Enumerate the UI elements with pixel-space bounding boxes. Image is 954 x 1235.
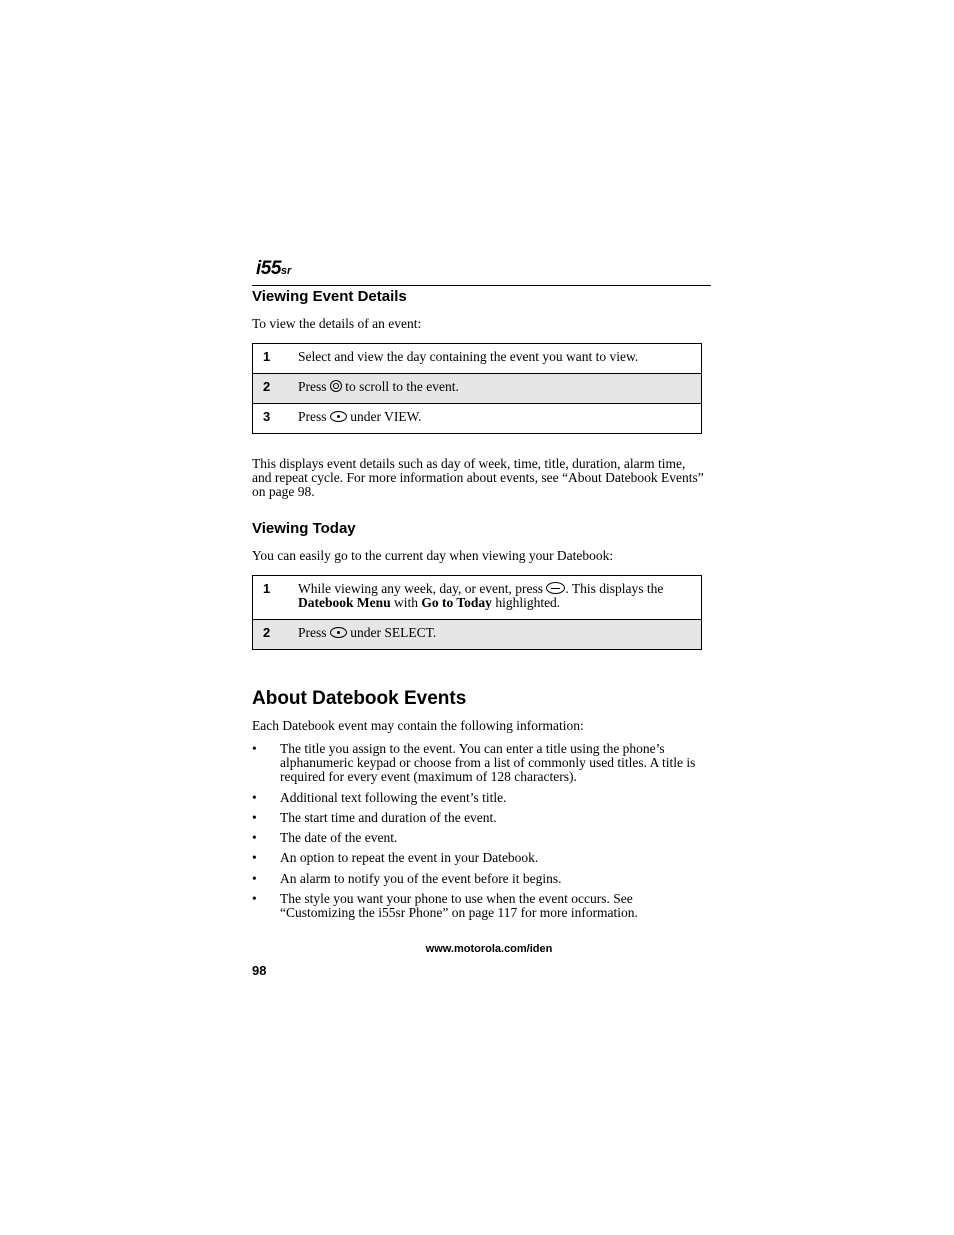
step-row	[253, 374, 702, 404]
heading-viewing-event-details: Viewing Event Details	[252, 288, 407, 305]
step-number: 3	[253, 404, 299, 434]
option-key-icon	[330, 411, 347, 422]
intro-about-datebook-events: Each Datebook event may contain the following information:	[252, 718, 584, 733]
step-number: 2	[253, 620, 299, 650]
step-number: 2	[253, 374, 299, 404]
go-to-today-label: Go to Today	[421, 595, 492, 610]
list-item: • An option to repeat the event in your Datebook.	[252, 851, 704, 865]
heading-viewing-today: Viewing Today	[252, 520, 356, 537]
step-text	[298, 374, 702, 404]
list-item: • The title you assign to the event. You can enter a title using the phone’s alphanumeric keypad or choose from a list of commonly used titles. A title is required for every event (maximum of 128 characters).	[252, 742, 704, 784]
list-item: • The start time and duration of the event.	[252, 811, 704, 825]
step-number: 1	[253, 576, 299, 620]
intro-viewing-today: You can easily go to the current day when viewing your Datebook:	[252, 548, 614, 563]
steps-table-view-event	[252, 343, 702, 434]
logo-main: i55	[256, 258, 281, 279]
step-text-pre: Press	[298, 625, 327, 640]
step-row	[253, 344, 702, 374]
step-text-post: under VIEW.	[350, 409, 422, 424]
step-text	[298, 576, 702, 620]
list-item: • Additional text following the event’s title.	[252, 791, 704, 805]
step-row	[253, 576, 702, 620]
heading-about-datebook-events: About Datebook Events	[252, 688, 467, 709]
navigation-key-icon	[330, 380, 342, 392]
step-number: 1	[253, 344, 299, 374]
steps-table-view-today	[252, 575, 702, 650]
step-text-pre: Press	[298, 379, 327, 394]
logo-suffix: sr	[280, 265, 292, 277]
step-text-pre: Press	[298, 409, 327, 424]
product-logo	[256, 258, 291, 280]
intro-viewing-event-details: To view the details of an event:	[252, 316, 422, 331]
step-text-post: highlighted.	[495, 595, 561, 610]
step-text-pre: While viewing any week, day, or event, press	[298, 581, 544, 596]
step-row	[253, 620, 702, 650]
step-text-mid: . This displays the	[565, 581, 664, 596]
list-item: • The date of the event.	[252, 831, 704, 845]
step-text: Select and view the day containing the event you want to view.	[298, 344, 702, 374]
step-text-with: with	[394, 595, 419, 610]
event-details-paragraph: This displays event details such as day of week, time, title, duration, alarm time, and repeat cycle. For more information about events, see “About Datebook Events” on page 98.	[252, 456, 704, 499]
page-number: 98	[252, 963, 267, 978]
event-info-list	[252, 742, 704, 920]
menu-key-icon	[546, 582, 565, 594]
step-text-post: under SELECT.	[350, 625, 437, 640]
header-rule	[252, 285, 711, 286]
step-row	[253, 404, 702, 434]
list-item: • The style you want your phone to use when the event occurs. See “Customizing the i55sr Phone” on page 117 for more information.	[252, 892, 704, 920]
manual-page	[252, 0, 712, 1235]
footer-url[interactable]: www.motorola.com/iden	[425, 943, 553, 955]
step-text	[298, 620, 702, 650]
step-text-post: to scroll to the event.	[345, 379, 459, 394]
list-item: • An alarm to notify you of the event before it begins.	[252, 872, 704, 886]
step-text	[298, 404, 702, 434]
option-key-icon	[330, 627, 347, 638]
datebook-menu-label: Datebook Menu	[298, 595, 391, 610]
